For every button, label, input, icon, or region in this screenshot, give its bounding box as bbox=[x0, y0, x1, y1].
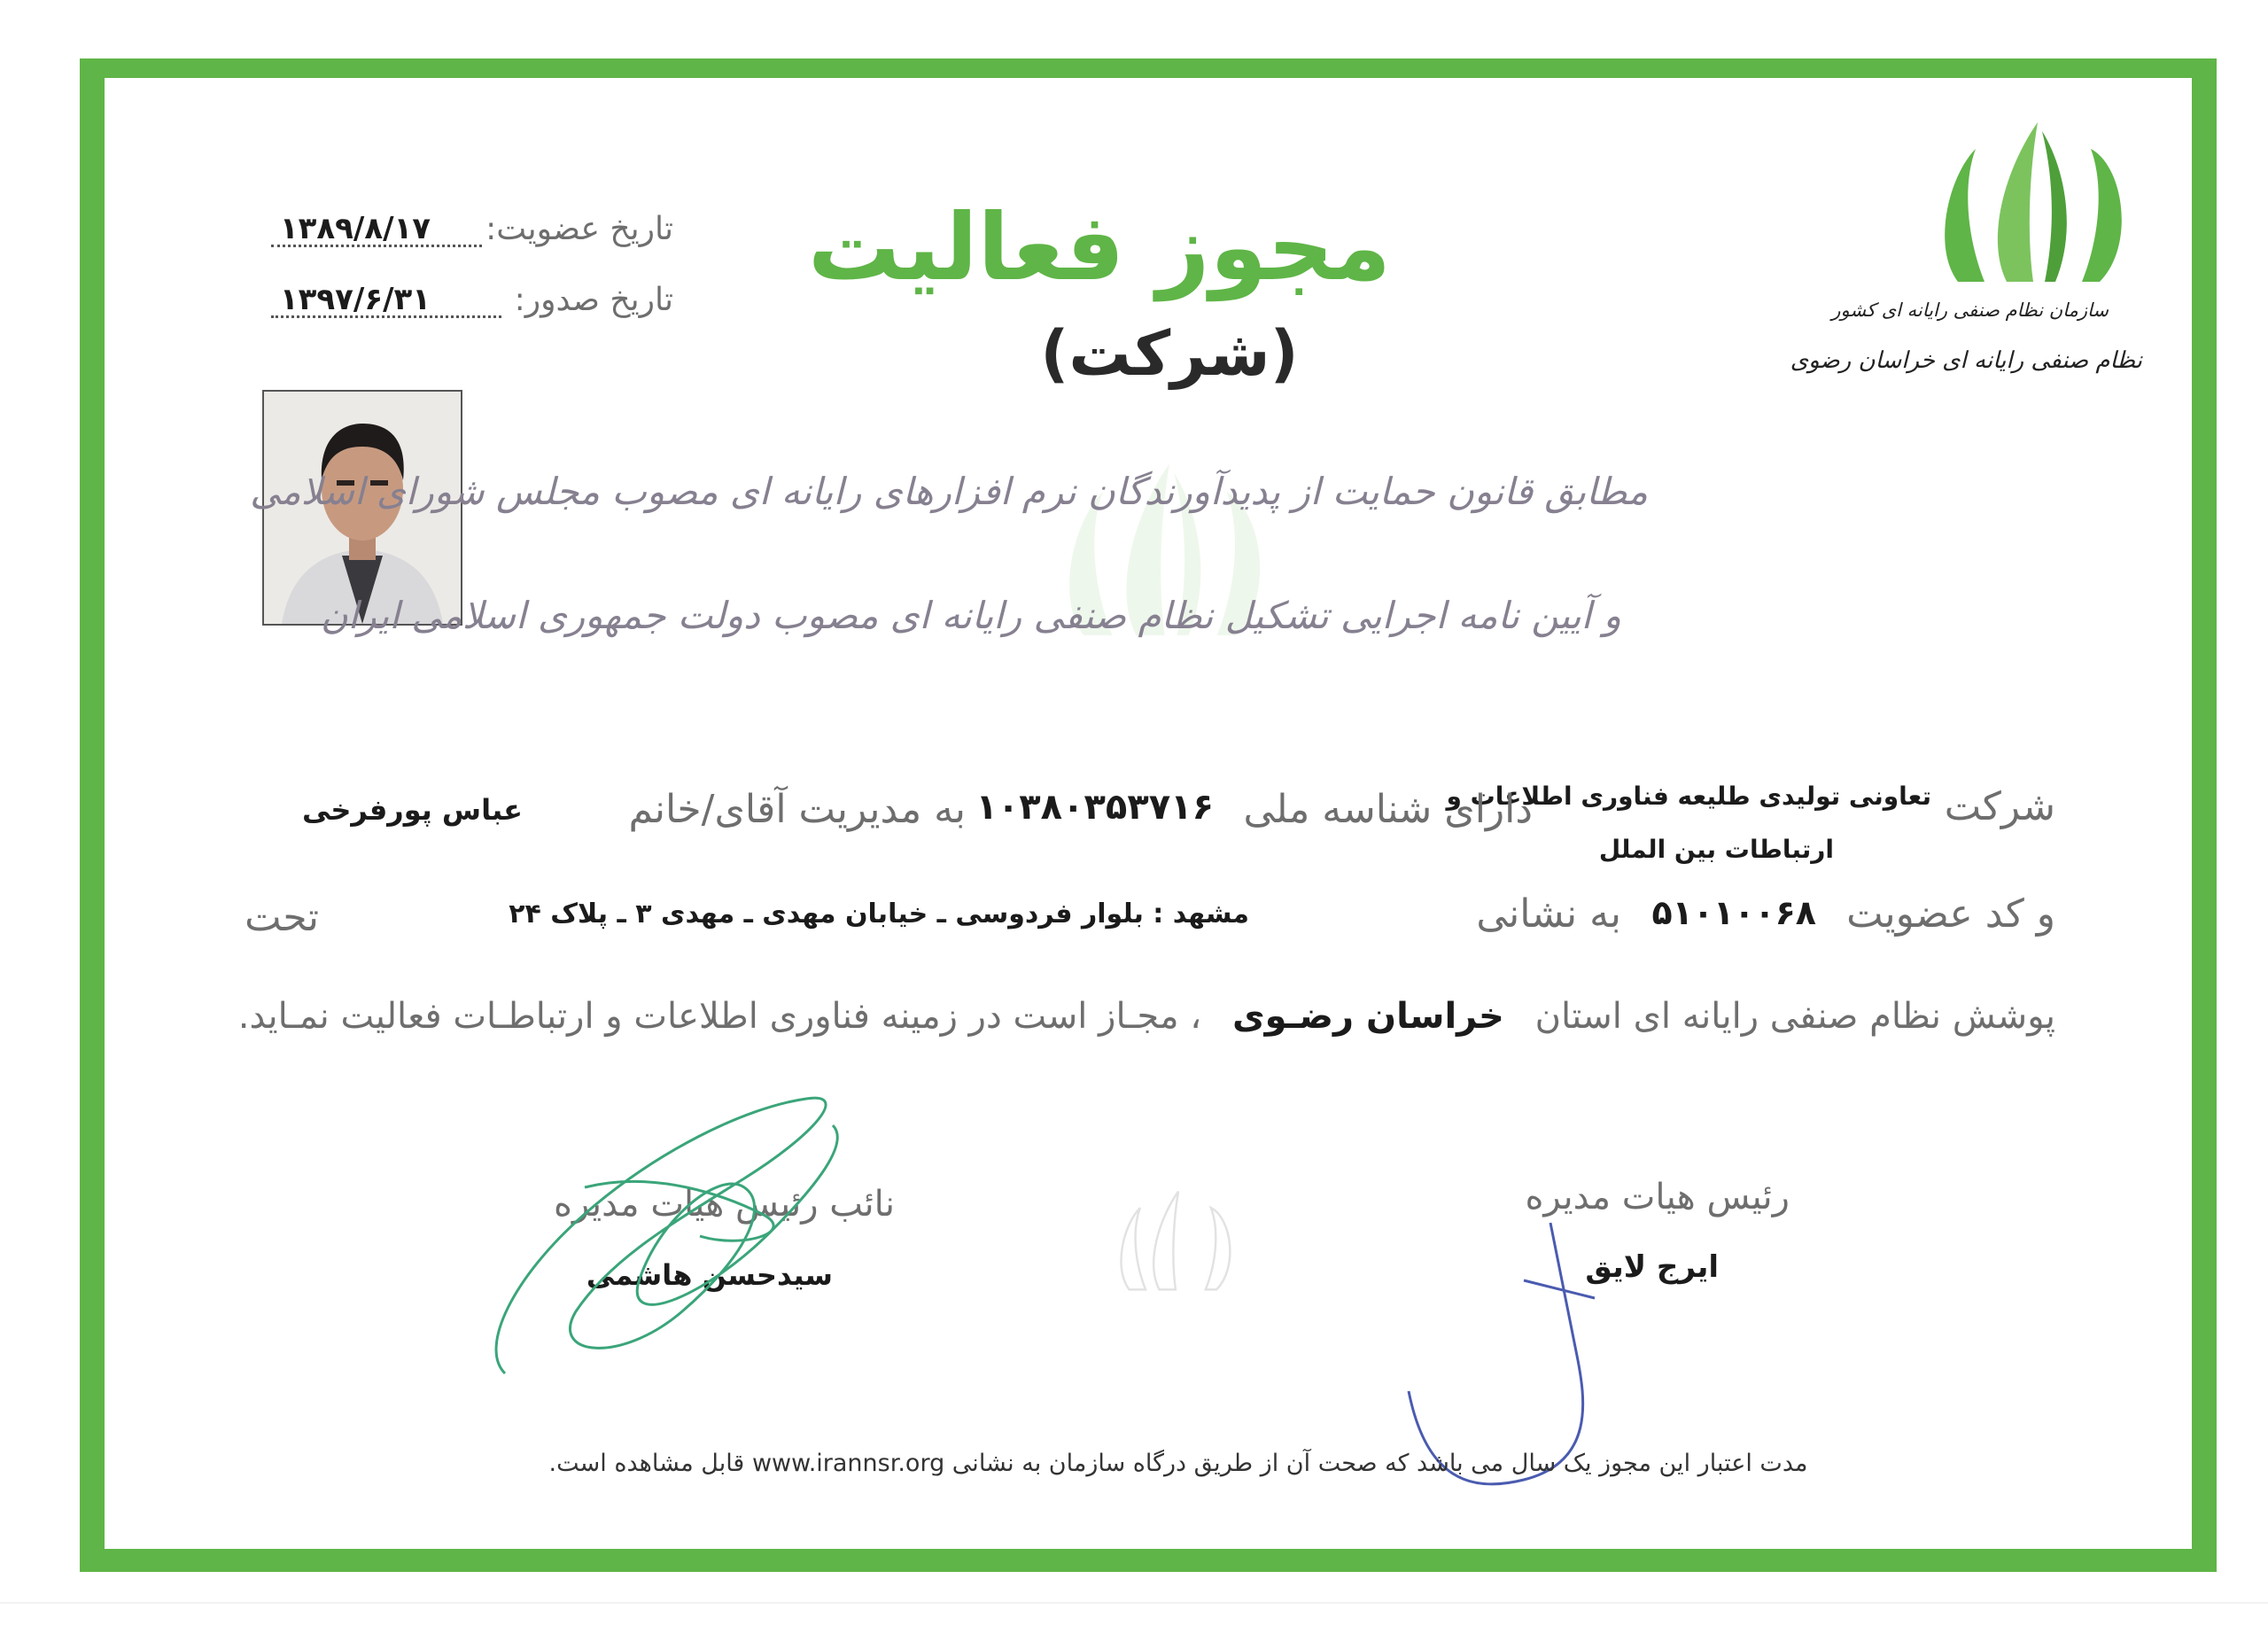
org-name-bottom: نظام صنفی رایانه ای خراسان رضوی bbox=[1790, 347, 2142, 374]
address-label: به نشانی bbox=[1476, 891, 1621, 937]
company-name-line1: تعاونی تولیدی طلیعه فناوری اطلاعات و bbox=[1446, 782, 1931, 811]
company-label: شرکت bbox=[1944, 784, 2055, 829]
national-id-label: دارای شناسه ملی bbox=[1243, 787, 1533, 832]
chair-name: ایرج لایق bbox=[1585, 1249, 1719, 1285]
issue-date-value: ۱۳۹۷/۶/۳۱ bbox=[279, 282, 431, 317]
watermark-logo-icon bbox=[1045, 416, 1293, 682]
org-logo-icon bbox=[1922, 113, 2153, 291]
membership-date-value: ۱۳۸۹/۸/۱۷ bbox=[279, 211, 431, 246]
chair-title: رئیس هیات مدیره bbox=[1525, 1177, 1790, 1217]
signature-scribble-icon bbox=[478, 1081, 886, 1382]
statement-part2: ، مجـاز است در زمینه فناوری اطلاعات و ارتباطـات فعالیت نمـاید. bbox=[237, 996, 1202, 1037]
activity-statement bbox=[230, 996, 2055, 1037]
issue-date-label: تاریخ صدور: bbox=[514, 282, 673, 318]
vice-name: سیدحسن هاشمی bbox=[586, 1258, 833, 1292]
certificate-title: مجوز فعالیت bbox=[807, 193, 1391, 301]
company-name-line2: ارتباطات بین الملل bbox=[1598, 835, 1834, 864]
national-id-value: ۱۰۳۸۰۳۵۳۷۱۶ bbox=[975, 787, 1214, 828]
law-line-1: مطابق قانون حمایت از پدیدآورندگان نرم افزارهای رایانه ای مصوب مجلس شورای اسلامی bbox=[250, 470, 1648, 513]
member-code-value: ۵۱۰۱۰۰۶۸ bbox=[1651, 893, 1816, 932]
validity-footer: مدت اعتبار این مجوز یک سال می باشد که صحت آن از طریق درگاه سازمان به نشانی www.irannsr.org قابل مشاهده است. bbox=[548, 1450, 1808, 1477]
member-code-label: و کد عضویت bbox=[1846, 891, 2055, 937]
org-logo bbox=[1922, 113, 2153, 291]
under-label: تحت bbox=[245, 895, 319, 940]
scan-edge-line bbox=[0, 1602, 2268, 1604]
stamp-logo-icon bbox=[1107, 1161, 1249, 1320]
faint-stamp bbox=[1107, 1161, 1249, 1320]
statement-province: خراسان رضـوی bbox=[1231, 996, 1504, 1037]
address-value: مشهد : بلوار فردوسی ـ خیابان مهدی ـ مهدی ۳ ـ پلاک ۲۴ bbox=[509, 898, 1249, 930]
statement-part1: پوشش نظام صنفی رایانه ای استان bbox=[1534, 996, 2055, 1037]
org-name-top: سازمان نظام صنفی رایانه ای کشور bbox=[1831, 299, 2109, 321]
manager-label: به مدیریت آقای/خانم bbox=[628, 787, 966, 832]
law-line-2: و آیین نامه اجرایی تشکیل نظام صنفی رایانه ای مصوب دولت جمهوری اسلامی ایران bbox=[320, 594, 1621, 637]
vice-title: نائب رئیس هیات مدیره bbox=[554, 1184, 895, 1225]
vice-signature bbox=[478, 1081, 886, 1382]
certificate-subtitle: (شرکت) bbox=[1040, 317, 1299, 390]
watermark-emblem bbox=[1045, 416, 1293, 682]
manager-name: عباس پورفرخی bbox=[301, 793, 523, 827]
membership-date-label: تاریخ عضویت: bbox=[485, 211, 673, 247]
